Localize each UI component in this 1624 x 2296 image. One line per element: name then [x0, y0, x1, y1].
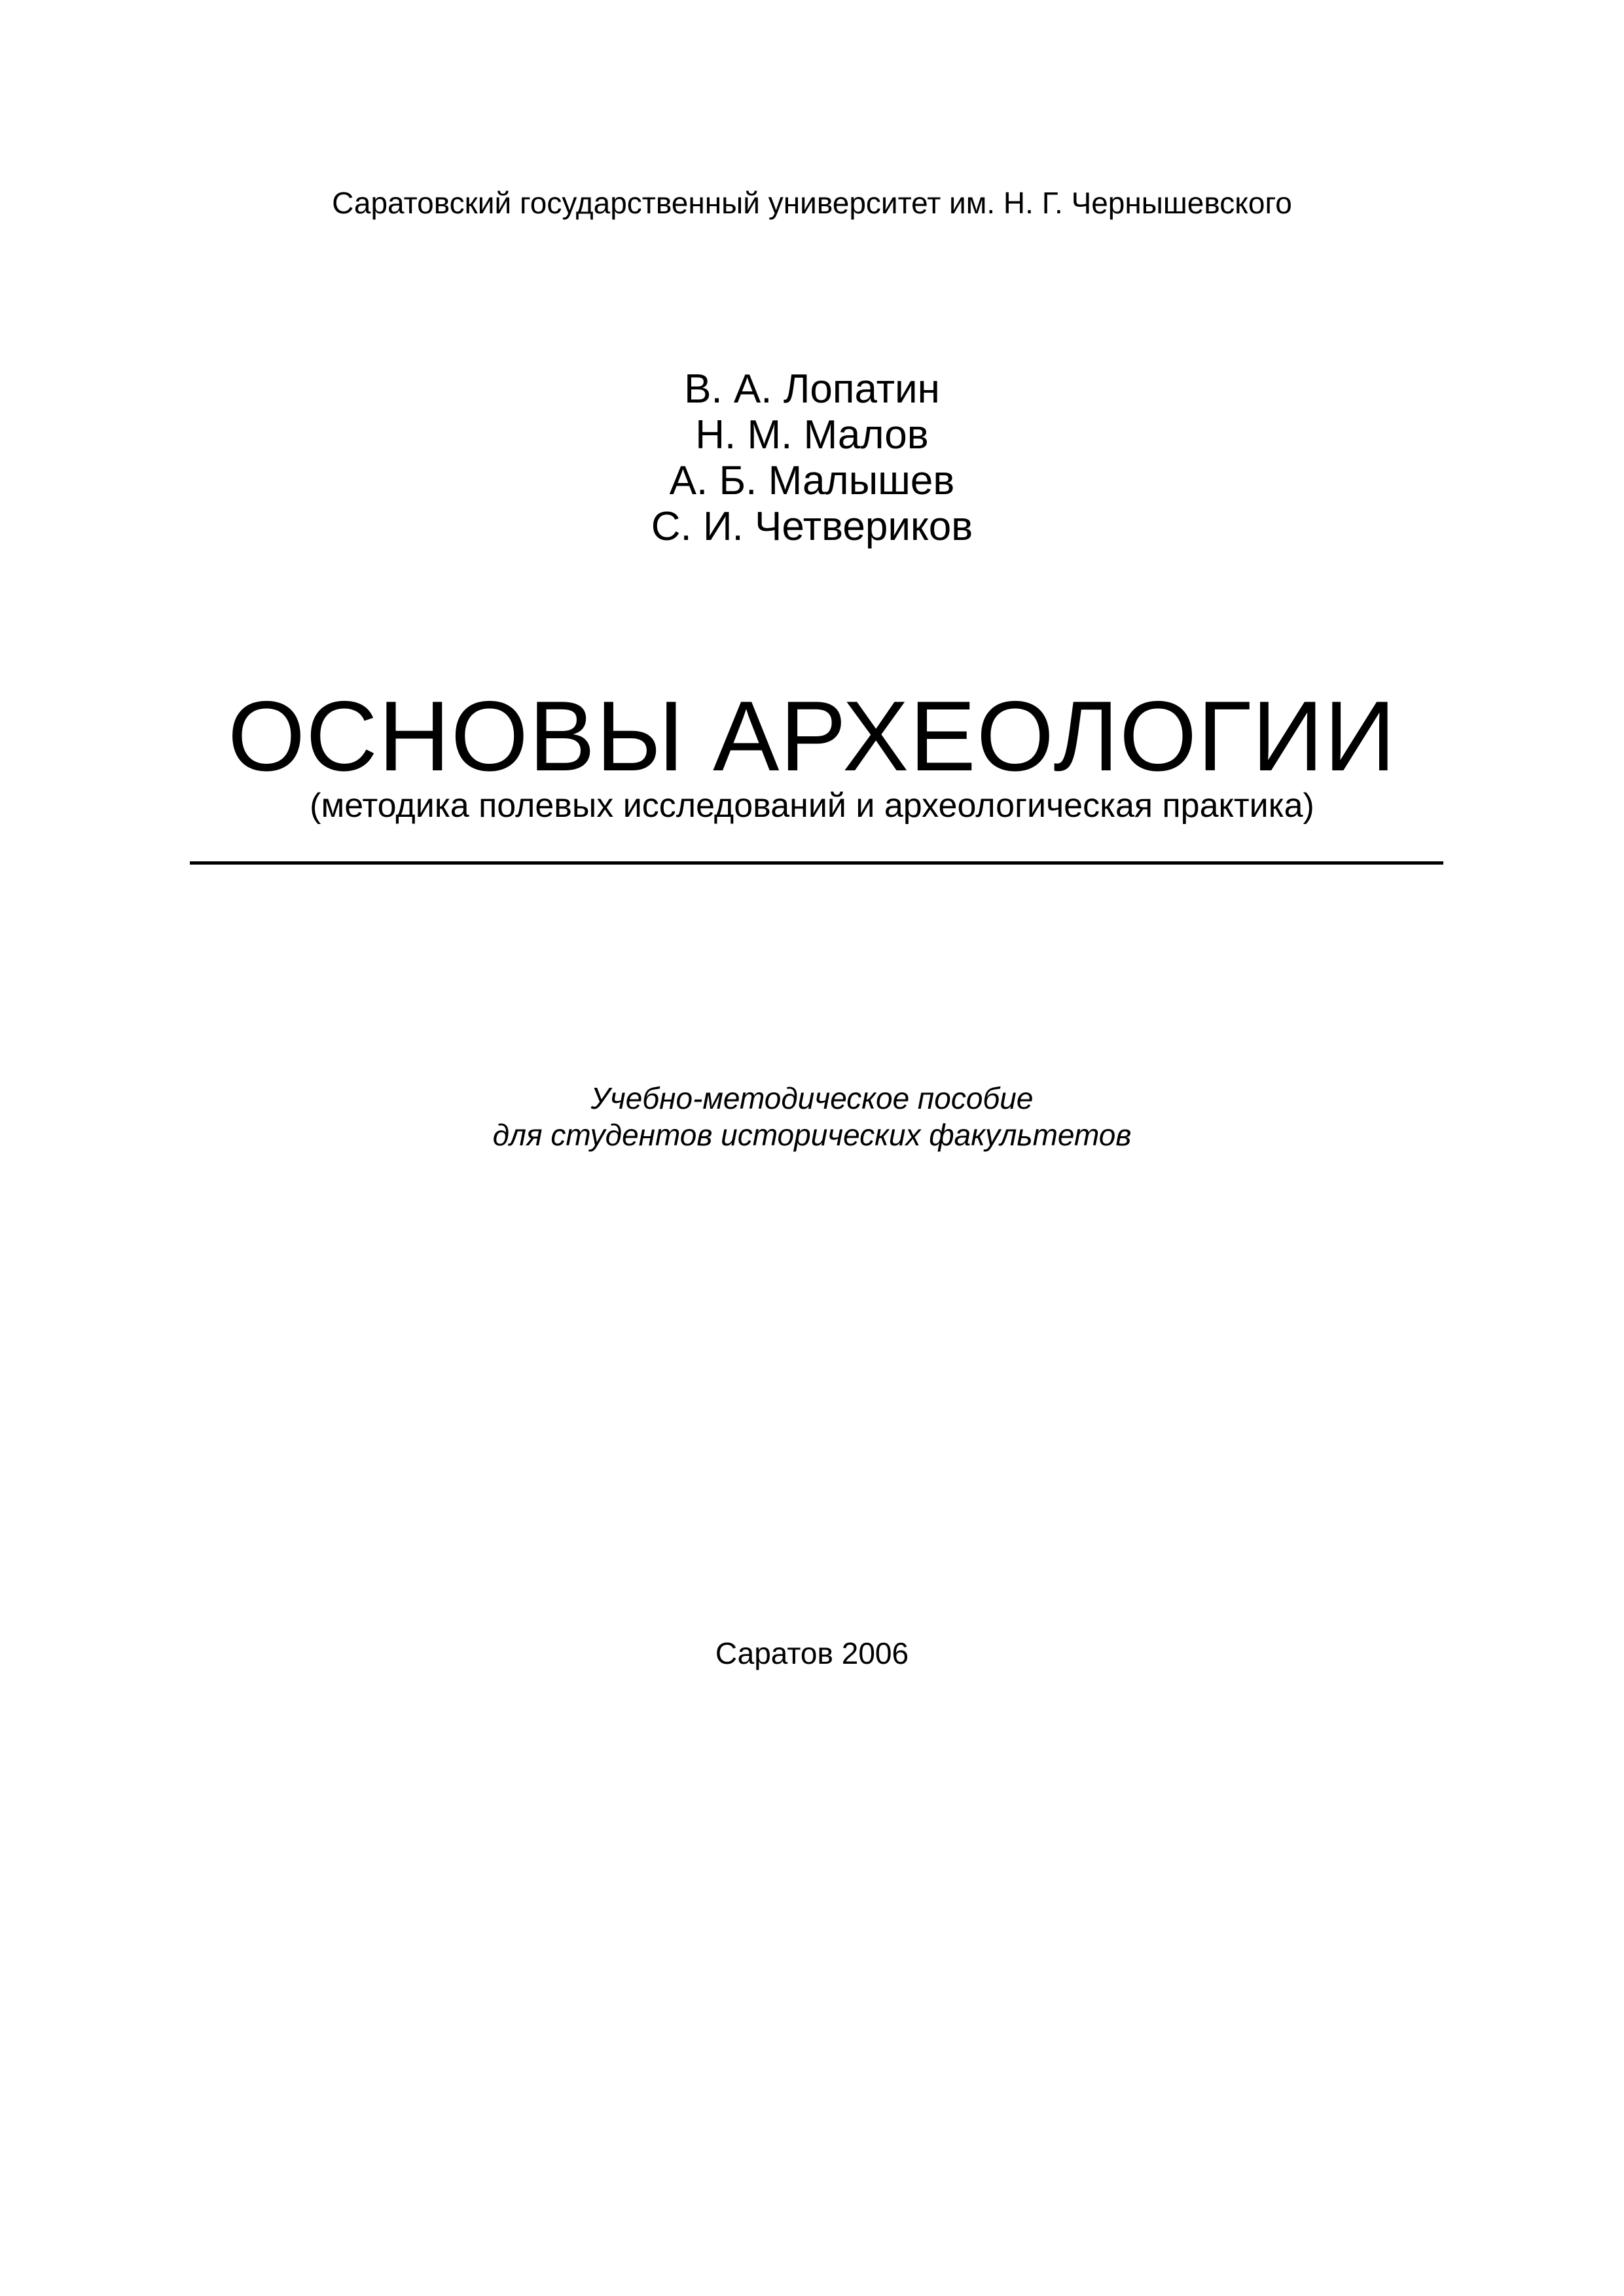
imprint-place-year: Саратов 2006 [715, 1636, 909, 1670]
authors-list [0, 367, 1624, 550]
author-name: А. Б. Малышев [669, 458, 955, 503]
title-divider [190, 861, 1443, 865]
book-description [0, 1080, 1624, 1153]
university-name: Саратовский государственный университет им. Н. Г. Чернышевского [332, 186, 1292, 220]
author-name: В. А. Лопатин [684, 367, 940, 412]
book-title: ОСНОВЫ АРХЕОЛОГИИ [227, 681, 1397, 792]
author-name: С. И. Четвериков [651, 504, 973, 549]
book-subtitle: (методика полевых исследований и археологическая практика) [310, 787, 1314, 825]
description-line: Учебно-методическое пособие [590, 1081, 1034, 1115]
description-line: для студентов исторических факультетов [492, 1118, 1132, 1152]
author-name: Н. М. Малов [695, 412, 929, 457]
